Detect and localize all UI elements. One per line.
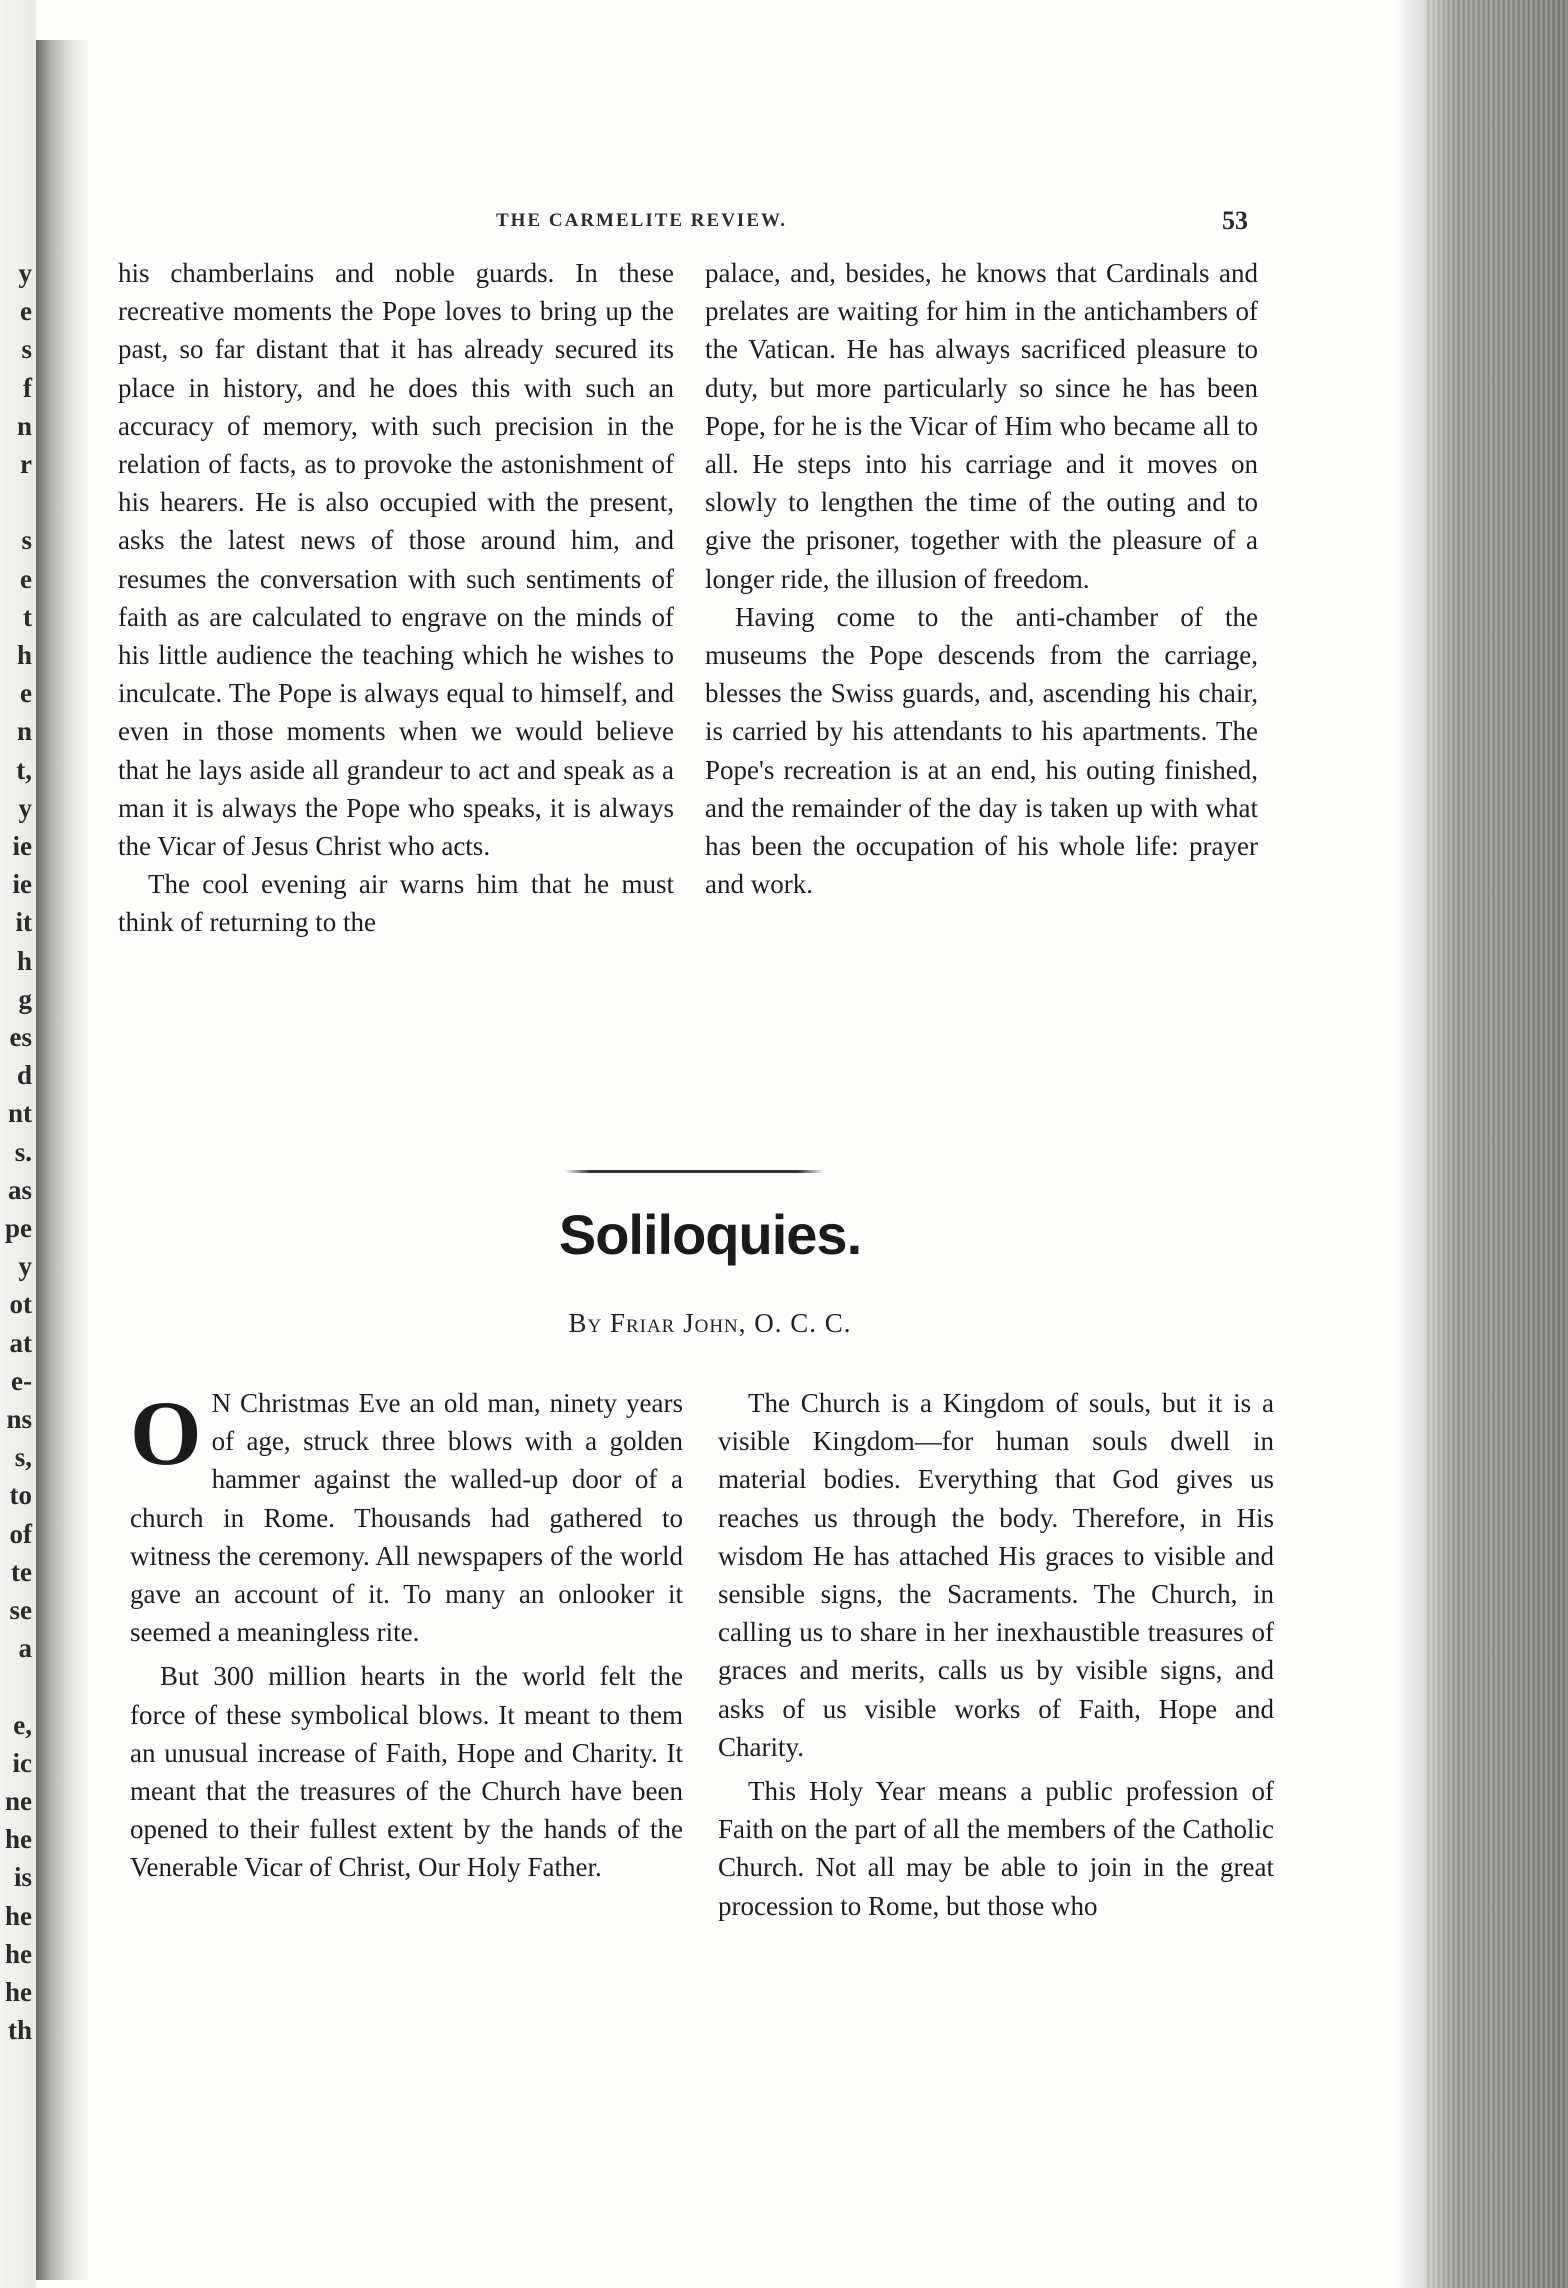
previous-page-line-fragment: he — [5, 1977, 32, 2007]
previous-page-line-fragment: at — [9, 1327, 32, 1358]
previous-page-line-fragment: e- — [11, 1365, 32, 1396]
previous-page-line-fragment: h — [16, 945, 32, 976]
previous-page-line-fragment: f — [23, 372, 32, 403]
article-column-right — [718, 1384, 1274, 1925]
running-head: THE CARMELITE REVIEW. — [496, 210, 787, 231]
top-article-column-left — [118, 254, 674, 942]
previous-page-line-fragment: of — [9, 1518, 32, 1549]
previous-page-line-fragment: ie — [12, 831, 32, 861]
paragraph: Having come to the anti-chamber of the museums the Pope descends from the carriage, blesses the Swiss guards, and, ascending his chair, is carried by his attendants to his apartments. The Pope's recreation is at an end, his outing finished, and the remainder of the day is taken up with what has been the occupation of his whole life: prayer and work. — [705, 601, 1258, 900]
drop-cap: O — [130, 1382, 202, 1484]
previous-page-line-fragment: ne — [5, 1786, 32, 1816]
previous-page-line-fragment: s — [21, 525, 32, 556]
previous-page-line-fragment: s — [21, 334, 32, 365]
previous-page-line-fragment: r — [20, 449, 32, 479]
article-byline: By Friar John, O. C. C. — [568, 1308, 852, 1338]
paragraph: This Holy Year means a public profession of Faith on the part of all the members of the Catholic Church. Not all may be able to join in the great procession to Rome, but those who — [718, 1776, 1274, 1921]
previous-page-line-fragment: ns — [6, 1404, 32, 1434]
previous-page-line-fragment: he — [5, 1900, 32, 1931]
paragraph: his chamberlains and noble guards. In these recreative moments the Pope loves to bring up the past, so far distant that it has already secured its place in history, and he does this with such an accuracy of memory, with such precision in the relation of facts, as to provoke the astonishment of his hearers. He is also occupied with the present, asks the latest news of those around him, and resumes the conversation with such sentiments of faith as are calculated to engrave on the minds of his little audience the teaching which he wishes to inculcate. The Pope is always equal to himself, and even in those moments when we would believe that he lays aside all grandeur to act and speak as a man it is always the Pope who speaks, it is always the Vicar of Jesus Christ who acts. — [118, 258, 674, 862]
previous-page-line-fragment: nt — [7, 1098, 32, 1129]
previous-page-line-fragment: d — [16, 1060, 32, 1091]
previous-page-line-fragment: t, — [16, 754, 32, 785]
paragraph: The Church is a Kingdom of souls, but it is a visible Kingdom—for human souls dwell in material bodies. Everything that God gives us reaches us through the body. Therefore, in His wisdom He has attached His graces to visible and sensible signs, the Sacraments. The Church, in calling us to share in her inexhaustible treasures of graces and merits, calls us by visible signs, and asks of us visible works of Faith, Hope and Charity. — [718, 1388, 1274, 1762]
book-page-edges — [1425, 0, 1568, 2288]
previous-page-line-fragment: it — [15, 907, 32, 938]
previous-page-line-fragment: he — [5, 1938, 32, 1969]
previous-page-line-fragment: e — [20, 296, 32, 327]
previous-page-line-fragment: to — [9, 1480, 32, 1511]
paragraph: palace, and, besides, he knows that Cardinals and prelates are waiting for him in the antichambers of the Vatican. He has always sacrificed pleasure to duty, but more particularly so since he has been Pope, for he is the Vicar of Him who became all to all. He steps into his carriage and it moves on slowly to lengthen the time of the outing and to give the prisoner, together with the pleasure of a longer ride, the illusion of freedom. — [705, 258, 1258, 594]
previous-page-line-fragment: as — [7, 1174, 32, 1205]
previous-page-line-fragment: th — [7, 2015, 32, 2046]
previous-page-line-fragment: e — [20, 678, 32, 709]
previous-page-line-fragment: s. — [14, 1136, 32, 1167]
previous-page-line-fragment: es — [9, 1022, 32, 1052]
previous-page-line-fragment: n — [16, 716, 32, 747]
previous-page-line-fragment: y — [18, 1251, 32, 1282]
first-paragraph — [130, 1384, 683, 1651]
first-paragraph-text: N Christmas Eve an old man, ninety years of age, struck three blows with a golden hammer against the walled-up door of a church in Rome. Thousands had gathered to witness the ceremony. All newspapers of the world gave an account of it. To many an onlooker it seemed a meaningless rite. — [130, 1388, 683, 1648]
top-article-column-right — [705, 254, 1258, 903]
previous-page-line-fragment: s, — [14, 1442, 32, 1473]
section-divider — [564, 1170, 824, 1173]
previous-page-line-fragment: e — [20, 563, 32, 594]
previous-page-line-fragment: he — [5, 1824, 32, 1855]
previous-page-line-fragment: ie — [12, 869, 32, 900]
article-title: Soliloquies. — [558, 1203, 862, 1266]
page-number: 53 — [1222, 206, 1248, 235]
previous-page-line-fragment: ic — [12, 1747, 32, 1778]
previous-page-line-fragment: se — [9, 1595, 32, 1625]
previous-page-line-fragment: te — [11, 1556, 32, 1587]
book-gutter-shadow — [36, 40, 88, 2280]
paragraph: But 300 million hearts in the world felt the force of these symbolical blows. It meant to them an unusual increase of Faith, Hope and Charity. It meant that the treasures of the Church have been opened to their fullest extent by the hands of the Venerable Vicar of Christ, Our Holy Father. — [130, 1661, 683, 1883]
previous-page-line-fragment: pe — [5, 1213, 32, 1243]
article-column-left — [130, 1384, 683, 1887]
previous-page-edge — [0, 0, 36, 2288]
previous-page-line-fragment: n — [16, 410, 32, 441]
paragraph: The cool evening air warns him that he must think of returning to the — [118, 869, 674, 938]
page-edge-shadow — [1395, 0, 1427, 2288]
previous-page-line-fragment: ot — [9, 1289, 32, 1320]
previous-page-line-fragment: t — [23, 601, 32, 632]
previous-page-line-fragment: a — [18, 1633, 32, 1664]
previous-page-line-fragment: is — [13, 1862, 32, 1893]
previous-page-line-fragment: g — [18, 983, 32, 1014]
previous-page-line-fragment: y — [18, 792, 32, 823]
previous-page-line-fragment: e, — [13, 1709, 32, 1740]
previous-page-line-fragment: y — [18, 258, 32, 288]
previous-page-line-fragment: h — [16, 640, 32, 670]
